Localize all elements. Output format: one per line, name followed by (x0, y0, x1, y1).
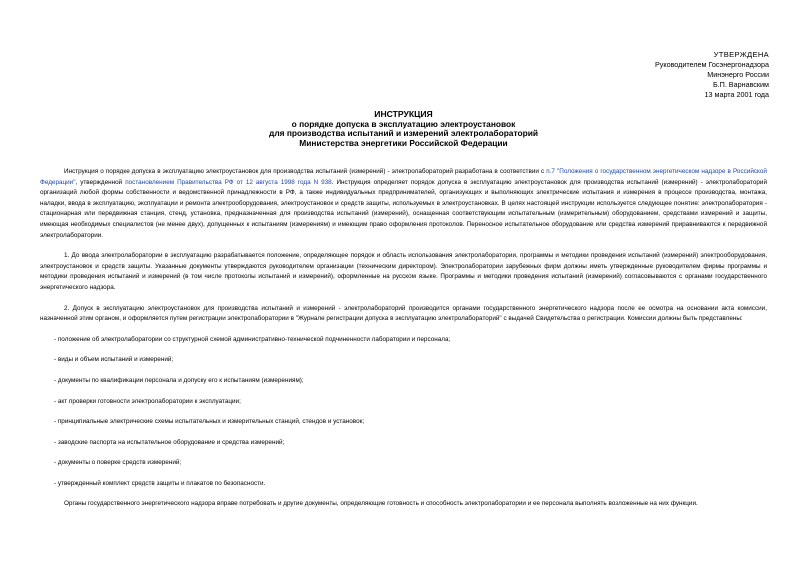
list-item: - принципиальные электрические схемы испытательных и измерительных станций, стендов и установок; (54, 418, 365, 426)
title-heading: ИНСТРУКЦИЯ (374, 109, 433, 119)
paragraph-2: 2. Допуск в эксплуатацию электроустановок для производства испытаний и измерений - электролабораторий производится органами государственного энергетического надзора после ее осмотра на основании акта комиссии, назначенной этим органом, и оформляется путем регистрации электролаборатории в "Журнале регистрации допуска в эксплуатацию электролабораторий" с выдачей Свидетельства о регистрации. Комиссии должны быть представлены: (40, 304, 767, 323)
paragraph-1: 1. До ввода электролаборатории в эксплуатацию разрабатывается положение, определяющее порядок и область использования электролаборатории, программы и методики проведения испытаний (измерений) электрооборудования, электроустановок и средств защиты. Указанные документы утверждаются руководителем организации (техническим директором). Электролаборатории зарубежных фирм должны иметь утвержденные руководителем фирмы программы и методики проведения испытаний и измерений (в том числе протоколы испытаний и измерений), оформленные на русском языке. Программы и методики проведения испытаний (измерений) согласовываются с органами государственного энергетического надзора. (40, 252, 767, 291)
approval-authority: Руководителем Госэнергонадзора (654, 60, 769, 69)
closing-paragraph: Органы государственного энергетического надзора вправе потребовать и другие документы, определяющие готовность и способность электролаборатории и ее персонала выполнять возложенные на них функции. (64, 500, 698, 508)
approval-ministry: Минэнерго России (707, 70, 769, 79)
list-item: - утвержденный комплект средств защиты и плакатов по безопасности. (54, 479, 266, 487)
list-item: - документы о поверке средств измерений; (54, 459, 182, 467)
approval-signatory: Б.П. Варнавским (712, 80, 769, 89)
intro-text-1: Инструкция о порядке допуска в эксплуатацию электроустановок для производства испытаний (измерений) - электролабораторий разработана в соответствии с (64, 168, 547, 175)
government-decree-link[interactable]: постановлением Правительства РФ от 12 августа 1998 года N 938 (125, 178, 332, 186)
title-line-3: для производства испытаний и измерений электролабораторий (269, 128, 538, 139)
intro-paragraph (40, 167, 767, 241)
intro-text-2: , утвержденной (75, 178, 126, 186)
intro-text-3: . Инструкция определяет порядок допуска в эксплуатацию электроустановок для производства испытаний (измерений) - электролабораторий организаций любой формы собственности и ведомственной принадлежности в РФ, а также индивидуальных предпринимателей, организующих и выполняющих электрические испытания и измерения в процессе производства, монтажа, наладки, ввода в эксплуатацию, эксплуатации и ремонта электрооборудования, электроустановок и средств защиты, используемых в электроустановках. В целях настоящей инструкции используется следующее понятие: электролаборатория - стационарная или передвижная станция, стенд, установка, предназначенная для производства испытаний (измерений), оснащенная соответствующим испытательным (измерительным) оборудованием, средствами измерений и защиты, имеющая необходимых специалистов (не менее двух), допущенных к испытаниям (измерениям) и имеющим право оформления протоколов. Переносное испытательное оборудование или средства измерений приравниваются к передвижной электролаборатории. (40, 178, 768, 239)
document-body (40, 167, 767, 510)
list-item: - документы по квалификации персонала и допуску его к испытаниям (измерениям); (54, 376, 304, 384)
list-item: - виды и объем испытаний и измерений; (54, 356, 174, 364)
title-line-2: о порядке допуска в эксплуатацию электроустановок (291, 118, 516, 129)
approval-stamp (655, 50, 769, 100)
list-item: - положение об электролаборатории со структурной схемой административно-технической подчиненности лаборатории и персонала; (54, 335, 451, 343)
approval-date: 13 марта 2001 года (704, 90, 769, 99)
regulation-link[interactable]: п.7 "Положения о государственном энергетическом надзоре в Российской Федерации" (40, 168, 767, 186)
list-item: - заводские паспорта на испытательное оборудование и средства измерений; (54, 438, 285, 446)
document-title (0, 110, 807, 148)
title-line-4: Министерства энергетики Российской Федерации (299, 137, 508, 148)
approval-title: УТВЕРЖДЕНА (713, 50, 769, 59)
list-item: - акт проверки готовности электролаборатории к эксплуатации; (54, 397, 241, 405)
